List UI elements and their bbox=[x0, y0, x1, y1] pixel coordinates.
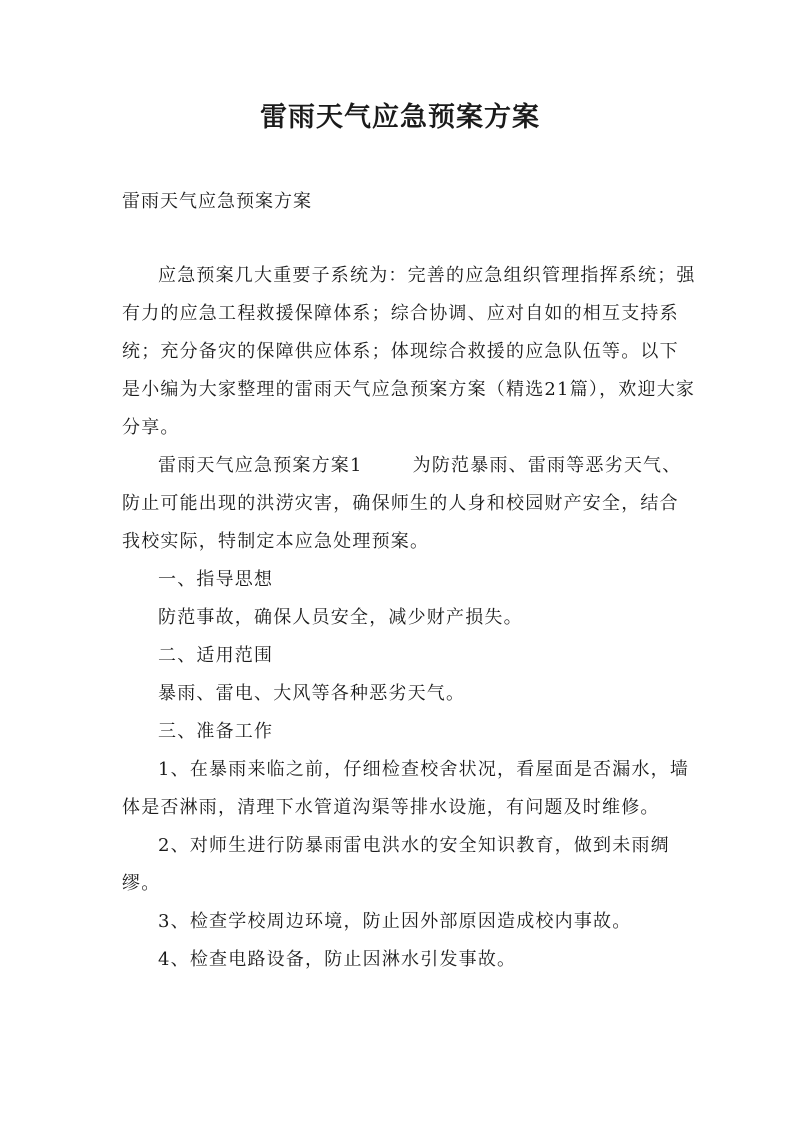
preparation-item-1: 1、在暴雨来临之前，仔细检查校舍状况，看屋面是否漏水，墙体是否淋雨，清理下水管道沟渠等排水设施，有问题及时维修。 bbox=[122, 759, 690, 818]
intro-paragraph: 应急预案几大重要子系统为：完善的应急组织管理指挥系统；强有力的应急工程救援保障体系；综合协调、应对自如的相互支持系统；充分备灾的保障供应体系；体现综合救援的应急队伍等。以下是小编为大家整理的雷雨天气应急预案方案（精选21篇），欢迎大家分享。 bbox=[122, 265, 696, 438]
preparation-item-3: 3、检查学校周边环境，防止因外部原因造成校内事故。 bbox=[158, 911, 632, 932]
preparation-item-4: 4、检查电路设备，防止因淋水引发事故。 bbox=[158, 949, 517, 970]
preparation-item-2: 2、对师生进行防暴雨雷电洪水的安全知识教育，做到未雨绸缪。 bbox=[122, 835, 670, 894]
heading-preparation: 三、准备工作 bbox=[158, 721, 274, 742]
document-subtitle: 雷雨天气应急预案方案 bbox=[122, 191, 312, 212]
section1-paragraph bbox=[122, 447, 696, 561]
section1-text: 为防范暴雨、雷雨等恶劣天气、防止可能出现的洪涝灾害，确保师生的人身和校园财产安全，结合我校实际，特制定本应急处理预案。 bbox=[122, 455, 682, 552]
document-title: 雷雨天气应急预案方案 bbox=[260, 102, 540, 133]
paragraph-scope: 暴雨、雷电、大风等各种恶劣天气。 bbox=[158, 683, 466, 704]
section1-heading: 雷雨天气应急预案方案1 bbox=[158, 455, 363, 476]
heading-scope: 二、适用范围 bbox=[158, 645, 274, 666]
paragraph-guiding-ideology: 防范事故，确保人员安全，减少财产损失。 bbox=[158, 607, 523, 628]
document-body bbox=[122, 257, 696, 979]
heading-guiding-ideology: 一、指导思想 bbox=[158, 569, 274, 590]
